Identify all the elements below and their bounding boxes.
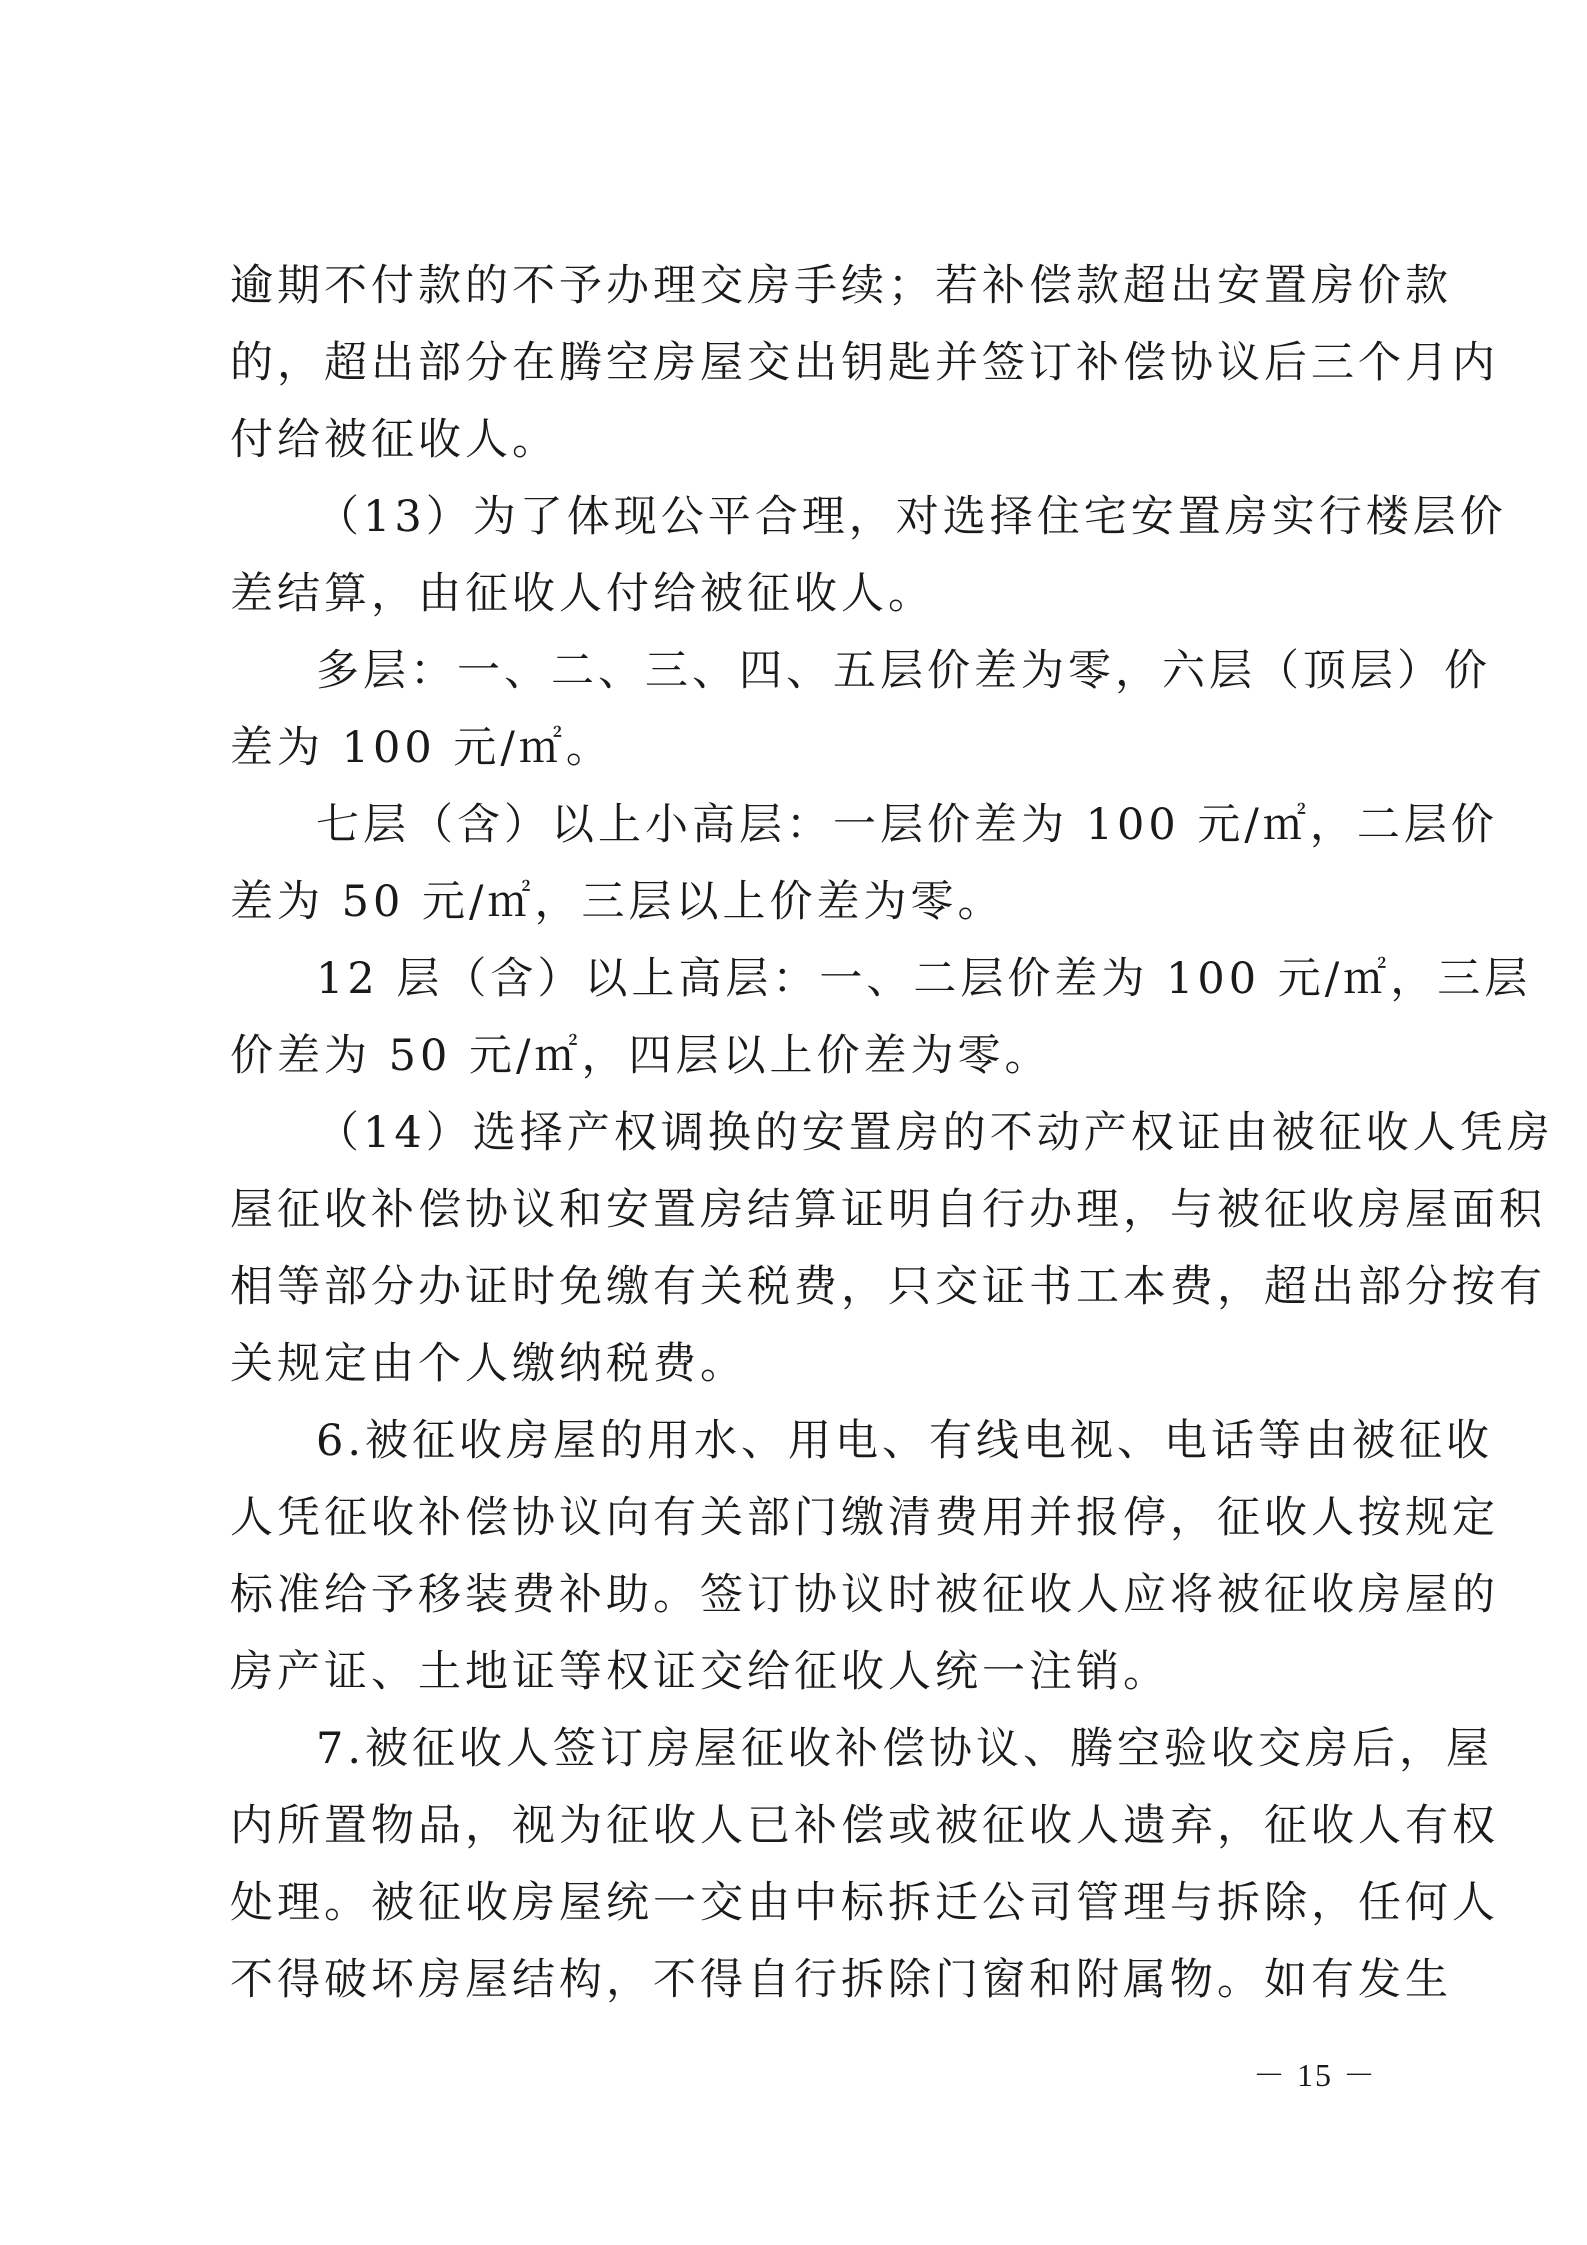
text-line: 内所置物品，视为征收人已补偿或被征收人遗弃，征收人有权 [230, 1801, 1499, 1851]
text-line: 标准给予移装费补助。签订协议时被征收人应将被征收房屋的 [230, 1570, 1499, 1620]
text-line: 逾期不付款的不予办理交房手续；若补偿款超出安置房价款 [230, 261, 1452, 311]
text-line: 付给被征收人。 [230, 415, 559, 465]
text-line: 房产证、土地证等权证交给征收人统一注销。 [230, 1647, 1170, 1697]
text-line: 屋征收补偿协议和安置房结算证明自行办理，与被征收房屋面积 [230, 1185, 1546, 1235]
text-line: 价差为 50 元/㎡，四层以上价差为零。 [230, 1031, 1052, 1081]
text-line: 7.被征收人签订房屋征收补偿协议、腾空验收交房后，屋 [316, 1724, 1494, 1774]
text-line: 多层：一、二、三、四、五层价差为零，六层（顶层）价 [316, 646, 1491, 696]
text-line: 关规定由个人缴纳税费。 [230, 1339, 747, 1389]
text-line: 12 层（含）以上高层：一、二层价差为 100 元/㎡，三层 [316, 954, 1532, 1004]
body-text [230, 248, 1554, 2019]
text-line: 的，超出部分在腾空房屋交出钥匙并签订补偿协议后三个月内 [230, 338, 1499, 388]
text-line: 差为 50 元/㎡，三层以上价差为零。 [230, 877, 1005, 927]
text-line: 人凭征收补偿协议向有关部门缴清费用并报停，征收人按规定 [230, 1493, 1499, 1543]
text-line: 七层（含）以上小高层：一层价差为 100 元/㎡，二层价 [316, 800, 1498, 850]
text-line: 差结算，由征收人付给被征收人。 [230, 569, 935, 619]
text-line: 6.被征收房屋的用水、用电、有线电视、电话等由被征收 [316, 1416, 1494, 1466]
text-line: （14）选择产权调换的安置房的不动产权证由被征收人凭房 [316, 1108, 1554, 1158]
text-line: （13）为了体现公平合理，对选择住宅安置房实行楼层价 [316, 492, 1507, 542]
text-line: 相等部分办证时免缴有关税费，只交证书工本费，超出部分按有 [230, 1262, 1546, 1312]
text-line: 不得破坏房屋结构，不得自行拆除门窗和附属物。如有发生 [230, 1955, 1452, 2005]
page-number: － 15 － [1252, 2057, 1377, 2093]
text-line: 处理。被征收房屋统一交由中标拆迁公司管理与拆除，任何人 [230, 1878, 1499, 1928]
text-line: 差为 100 元/㎡。 [230, 723, 613, 773]
